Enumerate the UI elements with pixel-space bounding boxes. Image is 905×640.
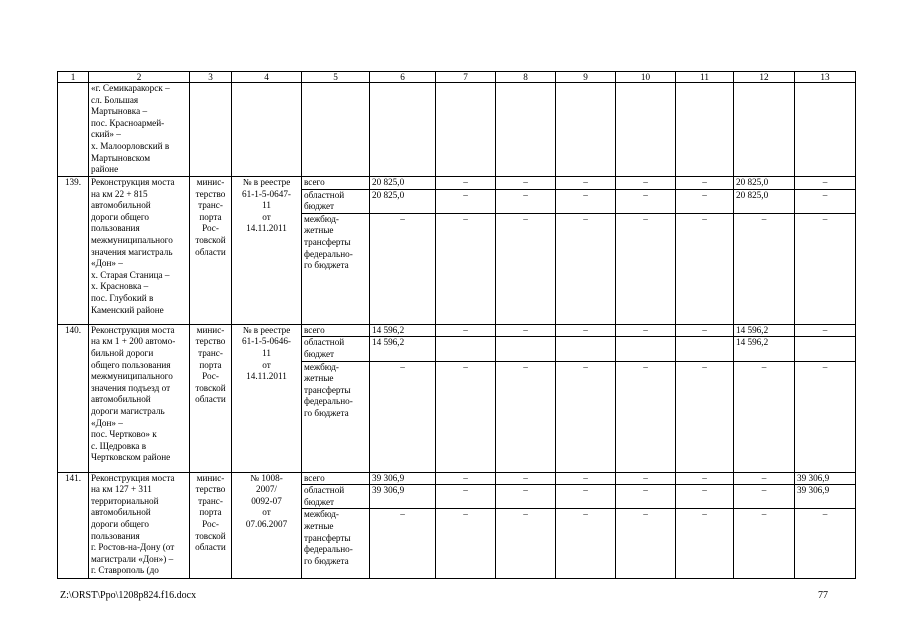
project-name: «г. Семикаракорск – сл. Большая Мартыновка – пос. Красноармей- ский» – х. Малоорловский в Мартыновском районе	[89, 83, 190, 177]
value-cell: –	[795, 361, 856, 472]
value-cell: –	[370, 213, 436, 324]
funding-source: всего	[302, 324, 370, 337]
value-cell: 14 596,2	[370, 337, 436, 361]
value-cell: –	[496, 472, 556, 485]
value-cell: 14 596,2	[734, 337, 795, 361]
value-cell: –	[734, 361, 795, 472]
value-cell: –	[616, 213, 676, 324]
header-cell: 12	[734, 72, 795, 83]
value-cell: –	[436, 213, 496, 324]
value-cell: –	[556, 177, 616, 190]
value-cell: –	[795, 189, 856, 213]
row-number: 140.	[58, 324, 89, 472]
header-cell: 4	[232, 72, 302, 83]
value-cell: –	[496, 361, 556, 472]
value-cell: –	[436, 324, 496, 337]
value-cell: –	[436, 177, 496, 190]
registry-number: № в реестре 61-1-5-0647- 11 от 14.11.2011	[232, 177, 302, 325]
header-cell: 5	[302, 72, 370, 83]
table-row	[58, 472, 856, 485]
registry-number: № в реестре 61-1-5-0646- 11 от 14.11.2011	[232, 324, 302, 472]
table-row	[58, 177, 856, 190]
value-cell: –	[734, 213, 795, 324]
page-number: 77	[818, 590, 828, 601]
value-cell: –	[616, 177, 676, 190]
executor: минис- терство транс- порта Рос- товской области	[190, 472, 232, 579]
value-cell: –	[436, 472, 496, 485]
funding-source: всего	[302, 177, 370, 190]
value-cell	[496, 337, 556, 361]
value-cell: –	[734, 509, 795, 579]
value-cell: –	[616, 485, 676, 509]
executor: минис- терство транс- порта Рос- товской области	[190, 324, 232, 472]
value-cell: –	[676, 509, 734, 579]
value-cell: –	[496, 324, 556, 337]
funding-source: всего	[302, 472, 370, 485]
value-cell	[436, 337, 496, 361]
header-cell: 2	[89, 72, 190, 83]
value-cell: –	[556, 361, 616, 472]
funding-source: областной бюджет	[302, 485, 370, 509]
value-cell: –	[556, 189, 616, 213]
value-cell: –	[496, 177, 556, 190]
value-cell: –	[436, 361, 496, 472]
value-cell: –	[795, 177, 856, 190]
value-cell: –	[676, 213, 734, 324]
value-cell: –	[676, 361, 734, 472]
header-cell: 13	[795, 72, 856, 83]
executor: минис- терство транс- порта Рос- товской области	[190, 177, 232, 325]
value-cell: 14 596,2	[370, 324, 436, 337]
value-cell: 20 825,0	[370, 177, 436, 190]
project-name: Реконструкция моста на км 22 + 815 автомобильной дороги общего пользования межмуниципального значения магистраль «Дон» – х. Старая Станица – х. Красновка – пос. Глубокий в Каменский районе	[89, 177, 190, 325]
value-cell: –	[616, 324, 676, 337]
value-cell: 20 825,0	[734, 189, 795, 213]
header-cell: 10	[616, 72, 676, 83]
value-cell: 20 825,0	[370, 189, 436, 213]
registry-number: № 1008- 2007/ 0092-07 от 07.06.2007	[232, 472, 302, 579]
header-cell: 7	[436, 72, 496, 83]
value-cell: –	[556, 509, 616, 579]
funding-source: областной бюджет	[302, 337, 370, 361]
project-name: Реконструкция моста на км 1 + 200 автомо- бильной дороги общего пользования межмуниципального значения подъезд от автомобильной дороги магистраль «Дон» – пос. Чертково» к с. Щедровка в Чертковском районе	[89, 324, 190, 472]
value-cell: –	[370, 509, 436, 579]
value-cell: –	[616, 361, 676, 472]
value-cell	[556, 337, 616, 361]
file-path: Z:\ORST\Ppo\1208p824.f16.docx	[60, 590, 197, 601]
value-cell: 20 825,0	[734, 177, 795, 190]
value-cell	[676, 337, 734, 361]
value-cell: –	[436, 485, 496, 509]
value-cell: –	[556, 485, 616, 509]
value-cell: –	[370, 361, 436, 472]
value-cell: –	[436, 189, 496, 213]
value-cell: –	[556, 213, 616, 324]
value-cell: –	[795, 509, 856, 579]
value-cell: 39 306,9	[795, 472, 856, 485]
header-row	[58, 72, 856, 83]
value-cell: –	[496, 509, 556, 579]
value-cell: –	[616, 472, 676, 485]
funding-source: межбюд- жетные трансферты федерально- го бюджета	[302, 361, 370, 472]
value-cell	[616, 337, 676, 361]
header-cell: 3	[190, 72, 232, 83]
table-row	[58, 324, 856, 337]
value-cell: –	[496, 213, 556, 324]
funding-source: межбюд- жетные трансферты федерально- го бюджета	[302, 509, 370, 579]
value-cell: –	[734, 472, 795, 485]
value-cell: –	[496, 485, 556, 509]
header-cell: 8	[496, 72, 556, 83]
funding-source: межбюд- жетные трансферты федерально- го бюджета	[302, 213, 370, 324]
value-cell: 39 306,9	[795, 485, 856, 509]
continuation-row	[58, 83, 856, 177]
funding-source: областной бюджет	[302, 189, 370, 213]
value-cell: –	[795, 213, 856, 324]
row-number: 139.	[58, 177, 89, 325]
budget-table	[57, 71, 856, 579]
value-cell: –	[676, 324, 734, 337]
value-cell: –	[676, 472, 734, 485]
value-cell	[795, 337, 856, 361]
value-cell: –	[556, 324, 616, 337]
value-cell: –	[496, 189, 556, 213]
value-cell: –	[734, 485, 795, 509]
header-cell: 11	[676, 72, 734, 83]
value-cell: 39 306,9	[370, 472, 436, 485]
value-cell: –	[436, 509, 496, 579]
header-cell: 9	[556, 72, 616, 83]
header-cell: 6	[370, 72, 436, 83]
value-cell: –	[556, 472, 616, 485]
value-cell: –	[616, 509, 676, 579]
value-cell: –	[676, 177, 734, 190]
header-cell: 1	[58, 72, 89, 83]
value-cell: 14 596,2	[734, 324, 795, 337]
value-cell: 39 306,9	[370, 485, 436, 509]
value-cell: –	[676, 189, 734, 213]
project-name: Реконструкция моста на км 127 + 311 территориальной автомобильной дороги общего пользования г. Ростов-на-Дону (от магистрали «Дон») – г. Ставрополь (до	[89, 472, 190, 579]
value-cell: –	[795, 324, 856, 337]
value-cell: –	[616, 189, 676, 213]
row-number: 141.	[58, 472, 89, 579]
value-cell: –	[676, 485, 734, 509]
